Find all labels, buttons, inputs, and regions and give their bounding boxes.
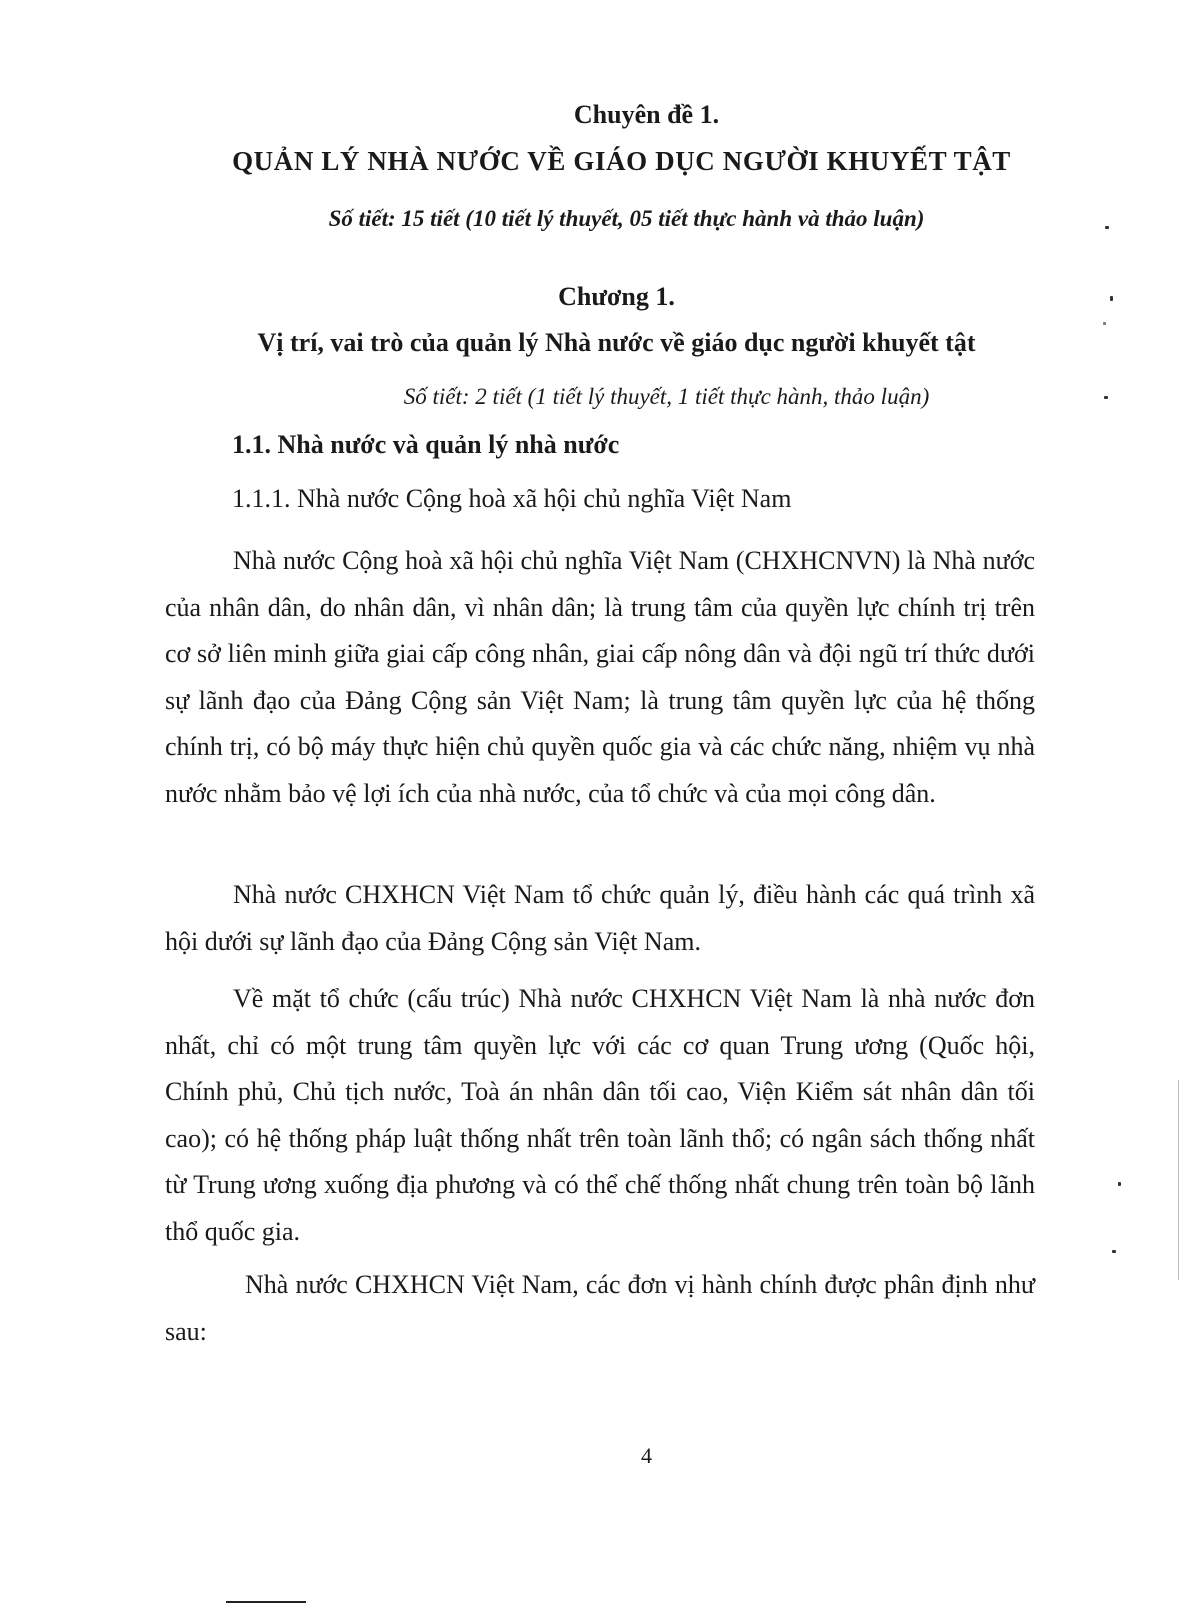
scan-edge-line (1178, 1080, 1179, 1280)
body-paragraph: Nhà nước CHXHCN Việt Nam, các đơn vị hành chính được phân định như sau: (165, 1270, 1035, 1346)
body-paragraph: Nhà nước Cộng hoà xã hội chủ nghĩa Việt Nam (CHXHCNVN) là Nhà nước của nhân dân, do nhân dân, vì nhân dân; là trung tâm của quyền lực chính trị trên cơ sở liên minh giữa giai cấp công nhân, giai cấp nông dân và đội ngũ trí thức dưới sự lãnh đạo của Đảng Cộng sản Việt Nam; là trung tâm quyền lực của hệ thống chính trị, có bộ máy thực hiện chủ quyền quốc gia và các chức năng, nhiệm vụ nhà nước nhằm bảo vệ lợi ích của nhà nước, của tổ chức và của mọi công dân. (165, 546, 1035, 808)
topic-label: Chuyên đề 1. (573, 100, 720, 129)
topic-hours: Số tiết: 15 tiết (10 tiết lý thuyết, 05 tiết thực hành và thảo luận) (328, 206, 925, 231)
topic-title: QUẢN LÝ NHÀ NƯỚC VỀ GIÁO DỤC NGƯỜI KHUYẾT TẬT (232, 146, 1011, 176)
body-paragraph: Nhà nước CHXHCN Việt Nam tổ chức quản lý, điều hành các quá trình xã hội dưới sự lãnh đạo của Đảng Cộng sản Việt Nam. (165, 880, 1035, 956)
scan-speck (1118, 1182, 1121, 1186)
chapter-hours: Số tiết: 2 tiết (1 tiết lý thuyết, 1 tiết thực hành, thảo luận) (403, 384, 930, 409)
section-heading: 1.1. Nhà nước và quản lý nhà nước (232, 430, 620, 459)
scan-speck (1104, 396, 1108, 399)
scan-speck (1110, 296, 1113, 301)
scan-speck (1103, 322, 1106, 325)
footer-rule (226, 1601, 306, 1603)
chapter-title: Vị trí, vai trò của quản lý Nhà nước về giáo dục người khuyết tật (257, 328, 976, 357)
scan-speck (1112, 1250, 1116, 1253)
body-paragraph: Về mặt tổ chức (cấu trúc) Nhà nước CHXHCN Việt Nam là nhà nước đơn nhất, chỉ có một trung tâm quyền lực với các cơ quan Trung ương (Quốc hội, Chính phủ, Chủ tịch nước, Toà án nhân dân tối cao, Viện Kiểm sát nhân dân tối cao); có hệ thống pháp luật thống nhất trên toàn lãnh thổ; có ngân sách thống nhất từ Trung ương xuống địa phương và có thể chế thống nhất chung trên toàn bộ lãnh thổ quốc gia. (165, 984, 1035, 1246)
page-number: 4 (641, 1443, 652, 1468)
chapter-label: Chương 1. (558, 282, 675, 311)
subsection-heading: 1.1.1. Nhà nước Cộng hoà xã hội chủ nghĩa Việt Nam (232, 484, 792, 513)
scan-speck (1105, 226, 1109, 229)
